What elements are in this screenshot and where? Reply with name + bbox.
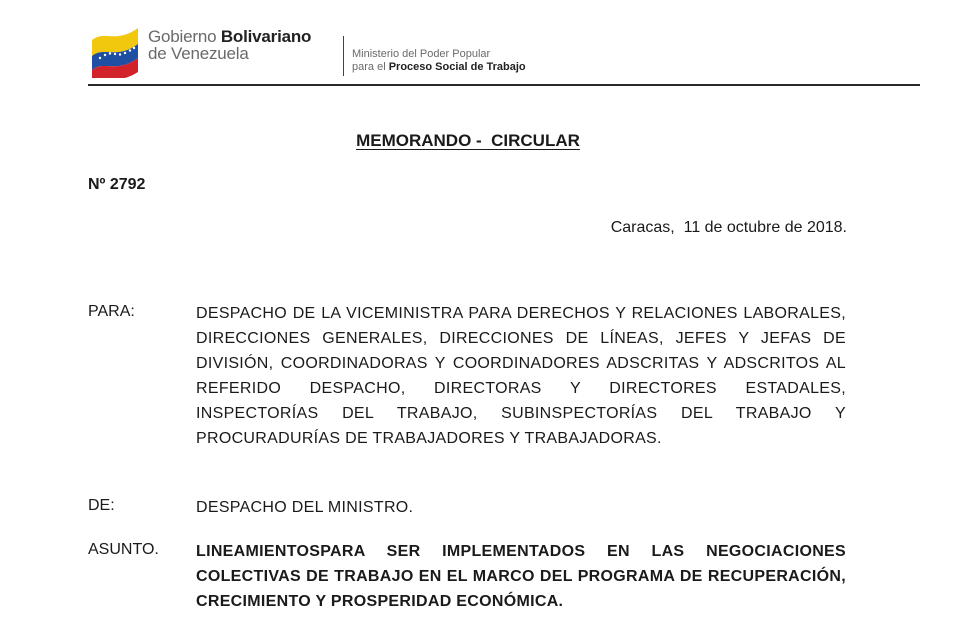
asunto-label: ASUNTO. [88,541,159,558]
memo-date: Caracas, 11 de octubre de 2018. [610,219,847,236]
ministry-line-1: Ministerio del Poder Popular [352,48,491,60]
brand-bold-text: Bolivariano [220,27,312,46]
ministry-line-2-bold: Proceso Social de Trabajo [388,61,526,73]
memo-number: Nº 2792 [88,176,146,193]
brand-regular-text: Gobierno [148,27,221,46]
header-rule [88,84,920,86]
de-sender: DESPACHO DEL MINISTRO. [196,499,414,516]
para-label: PARA: [88,303,135,320]
ministry-line-2-regular: para el [352,61,389,73]
ministry-name [352,48,526,74]
asunto-subject: LINEAMIENTOSPARA SER IMPLEMENTADOS EN LAS NEGOCIACIONES COLECTIVAS DE TRABAJO EN EL MARCO DEL PROGRAMA DE RECUPERACIÓN, CRECIMIENTO Y PROSPERIDAD ECONÓMICA. [196,543,846,610]
brand-country-text: de Venezuela [148,44,249,63]
memo-title: MEMORANDO - CIRCULAR [356,131,580,150]
header-divider [343,36,344,76]
de-label: DE: [88,497,115,514]
letterhead [88,20,920,82]
venezuela-flag-logo [90,22,140,78]
government-brand [148,28,311,62]
para-recipients: DESPACHO DE LA VICEMINISTRA PARA DERECHOS Y RELACIONES LABORALES, DIRECCIONES GENERALES, DIRECCIONES DE LÍNEAS, JEFES Y JEFAS DE DIVISIÓN, COORDINADORAS Y COORDINADORES ADSCRITAS Y ADSCRITOS AL REFERIDO DESPACHO, DIRECTORAS Y DIRECTORES ESTADALES, INSPECTORÍAS DEL TRABAJO, SUBINSPECTORÍAS DEL TRABAJO Y PROCURADURÍAS DE TRABAJADORES Y TRABAJADORAS. [196,305,846,447]
